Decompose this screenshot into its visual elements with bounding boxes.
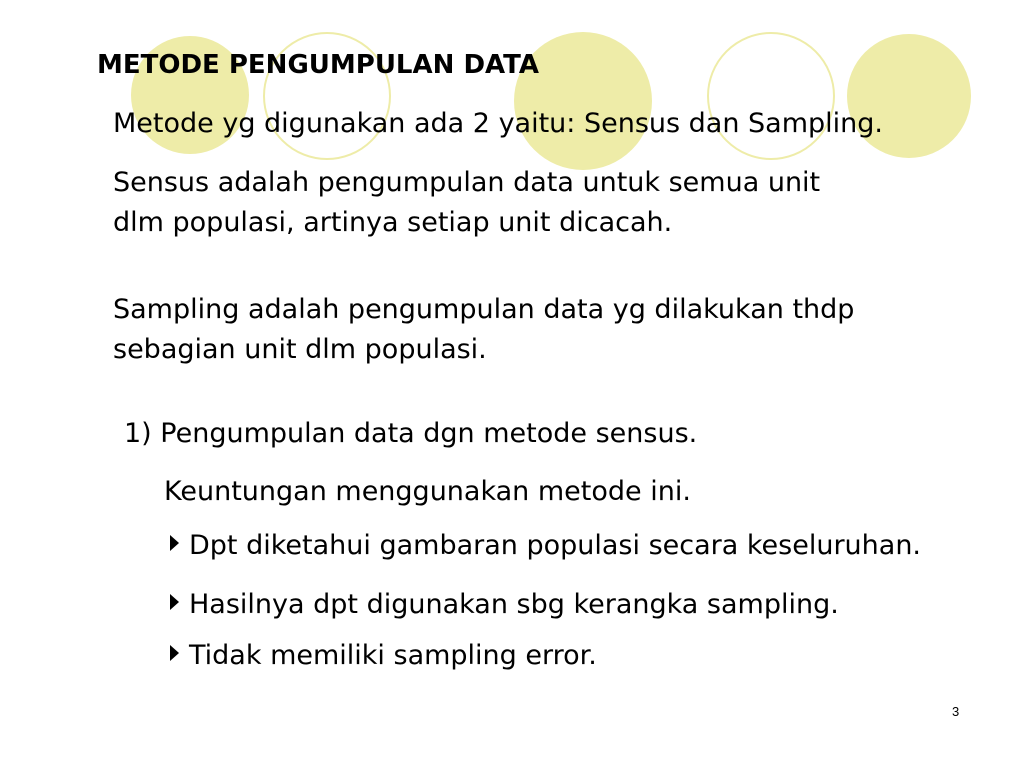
advantages-heading: Keuntungan menggunakan metode ini.	[164, 476, 691, 507]
sampling-definition-line-1: Sampling adalah pengumpulan data yg dilakukan thdp	[113, 294, 855, 325]
intro-text: Metode yg digunakan ada 2 yaitu: Sensus dan Sampling.	[113, 108, 884, 139]
sampling-definition-line-2: sebagian unit dlm populasi.	[113, 334, 487, 365]
sampling-definition	[113, 290, 854, 370]
numbered-item-1: 1) Pengumpulan data dgn metode sensus.	[124, 418, 698, 449]
sensus-definition-line-2: dlm populasi, artinya setiap unit dicacah.	[113, 207, 673, 238]
slide-title: METODE PENGUMPULAN DATA	[97, 50, 539, 80]
triangle-right-icon	[170, 594, 179, 610]
bullet-item-3	[170, 640, 597, 671]
triangle-right-icon	[170, 535, 179, 551]
bullet-item-3-text: Tidak memiliki sampling error.	[189, 640, 597, 671]
bullet-item-1	[170, 530, 921, 561]
page-number: 3	[952, 704, 960, 719]
sensus-definition	[113, 163, 820, 243]
bullet-item-1-text: Dpt diketahui gambaran populasi secara keseluruhan.	[189, 530, 922, 561]
sensus-definition-line-1: Sensus adalah pengumpulan data untuk semua unit	[113, 167, 821, 198]
triangle-right-icon	[170, 645, 179, 661]
bullet-item-2	[170, 589, 839, 620]
bullet-item-2-text: Hasilnya dpt digunakan sbg kerangka sampling.	[189, 589, 839, 620]
